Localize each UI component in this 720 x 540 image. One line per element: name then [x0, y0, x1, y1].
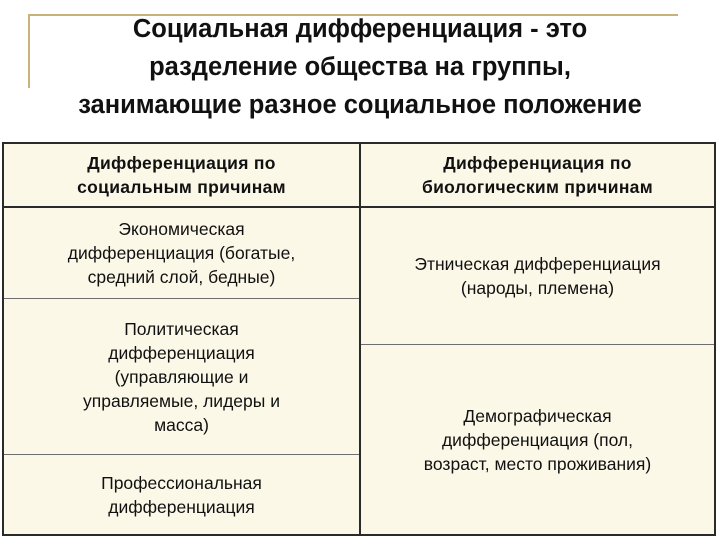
header-left-line-2: социальным причинам: [77, 177, 286, 197]
title-line-1: Социальная дифференциация - это: [132, 15, 588, 43]
cell-political-differentiation: [4, 299, 359, 454]
political-line-3: (управляющие и: [114, 366, 249, 387]
header-right-line-1: Дифференциация по: [443, 153, 632, 173]
title-line-2: разделение общества на группы,: [149, 53, 571, 81]
economic-line-2: дифференциация (богатые,: [67, 243, 296, 263]
professional-line-2: дифференциация: [108, 496, 255, 517]
economic-line-1: Экономическая: [118, 219, 245, 239]
political-line-5: масса): [154, 414, 209, 435]
header-biological-causes: [361, 144, 714, 206]
demographic-line-3: возраст, место проживания): [423, 453, 652, 474]
header-social-causes: [4, 144, 359, 206]
demographic-line-1: Демографическая: [463, 405, 612, 426]
cell-demographic-differentiation: [361, 345, 714, 534]
slide-title: [0, 10, 720, 124]
ethnic-line-2: (народы, племена): [460, 278, 615, 298]
title-line-3: занимающие разное социальное положение: [78, 91, 642, 119]
demographic-line-2: дифференциация (пол,: [441, 429, 634, 450]
cell-ethnic-differentiation: [361, 208, 714, 344]
header-left-line-1: Дифференциация по: [87, 153, 276, 173]
ethnic-line-1: Этническая дифференциация: [414, 254, 661, 274]
cell-professional-differentiation: [4, 455, 359, 534]
professional-line-1: Профессиональная: [101, 472, 262, 493]
cell-economic-differentiation: [4, 208, 359, 298]
political-line-4: управляемые, лидеры и: [83, 390, 280, 411]
economic-line-3: средний слой, бедные): [87, 267, 276, 287]
political-line-1: Политическая: [124, 318, 239, 339]
political-line-2: дифференциация: [108, 342, 255, 363]
differentiation-table: [2, 142, 716, 536]
header-right-line-2: биологическим причинам: [422, 177, 653, 197]
